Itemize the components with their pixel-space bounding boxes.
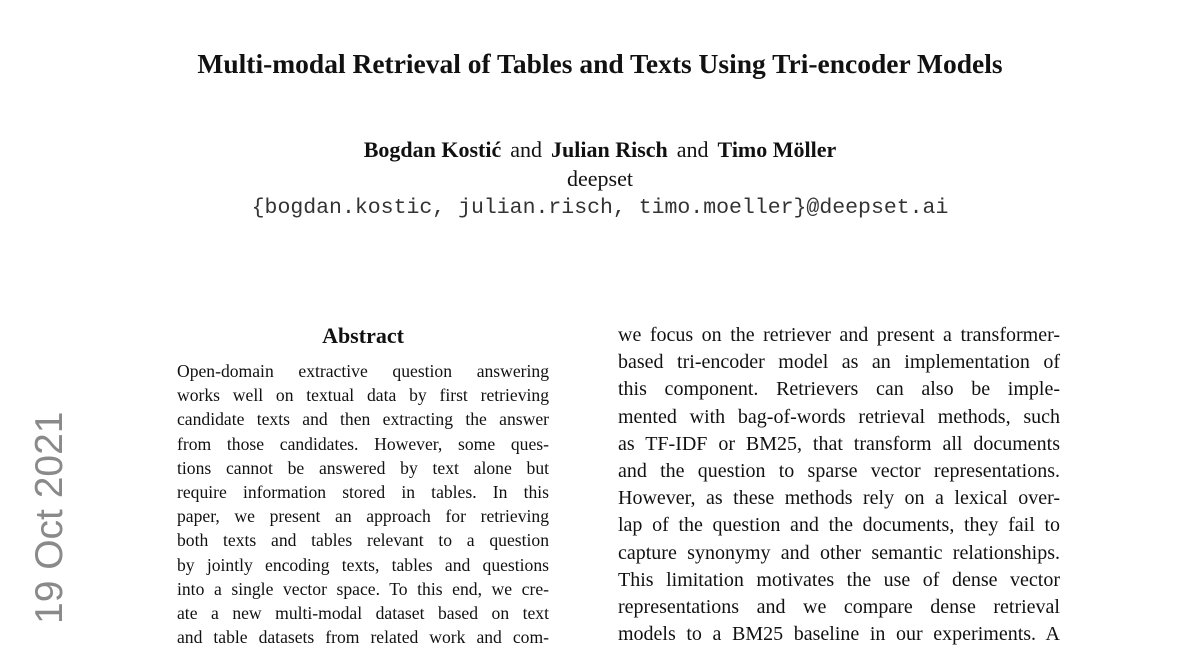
abstract-line: and table datasets from related work and com-	[177, 627, 549, 648]
author-name: Bogdan Kostić	[363, 137, 502, 162]
abstract-line: ate a new multi-modal dataset based on text	[177, 603, 549, 624]
abstract-line: tions cannot be answered by text alone but	[177, 457, 549, 478]
affiliation: deepset	[567, 166, 633, 191]
abstract-text	[177, 359, 549, 649]
abstract-line: both texts and tables relevant to a question	[177, 530, 549, 551]
author-separator: and	[676, 137, 709, 162]
body-line: and the question to sparse vector representations.	[618, 460, 1060, 483]
author-list	[0, 136, 1200, 164]
body-line: based tri-encoder model as an implementation of	[618, 351, 1060, 374]
body-line: lap of the question and the documents, they fail to	[618, 514, 1060, 537]
body-line: representations and we compare dense retrieval	[618, 596, 1060, 619]
body-line: models to a BM25 baseline in our experiments. A	[618, 623, 1060, 646]
body-line: capture synonymy and other semantic relationships.	[618, 541, 1060, 564]
abstract-line: candidate texts and then extracting the answer	[177, 409, 549, 430]
author-name: Julian Risch	[551, 137, 668, 162]
paper-title: Multi-modal Retrieval of Tables and Texts Using Tri-encoder Models	[197, 48, 1003, 79]
abstract-line: Open-domain extractive question answering	[177, 361, 549, 381]
abstract-line: require information stored in tables. In this	[177, 482, 549, 503]
body-line: this component. Retrievers can also be imple-	[618, 378, 1060, 401]
body-line: mented with bag-of-words retrieval methods, such	[618, 405, 1060, 428]
author-emails: {bogdan.kostic, julian.risch, timo.moeller}@deepset.ai	[251, 196, 949, 220]
abstract-line: by jointly encoding texts, tables and questions	[177, 554, 549, 575]
abstract-line: works well on textual data by first retrieving	[177, 385, 549, 406]
abstract-line: from those candidates. However, some ques-	[177, 433, 549, 454]
body-line: as TF-IDF or BM25, that transform all documents	[618, 432, 1060, 455]
abstract-line: paper, we present an approach for retrieving	[177, 506, 549, 527]
body-text-column	[618, 322, 1060, 648]
author-separator: and	[510, 137, 543, 162]
arxiv-date-stamp: 19 Oct 2021	[28, 411, 71, 624]
body-line: However, as these methods rely on a lexical over-	[618, 487, 1060, 510]
author-name: Timo Möller	[717, 137, 837, 162]
abstract-heading: Abstract	[322, 323, 404, 348]
body-line: we focus on the retriever and present a transformer-	[618, 324, 1060, 346]
abstract-line: into a single vector space. To this end, we cre-	[177, 578, 549, 599]
body-line: This limitation motivates the use of dense vector	[618, 568, 1060, 591]
